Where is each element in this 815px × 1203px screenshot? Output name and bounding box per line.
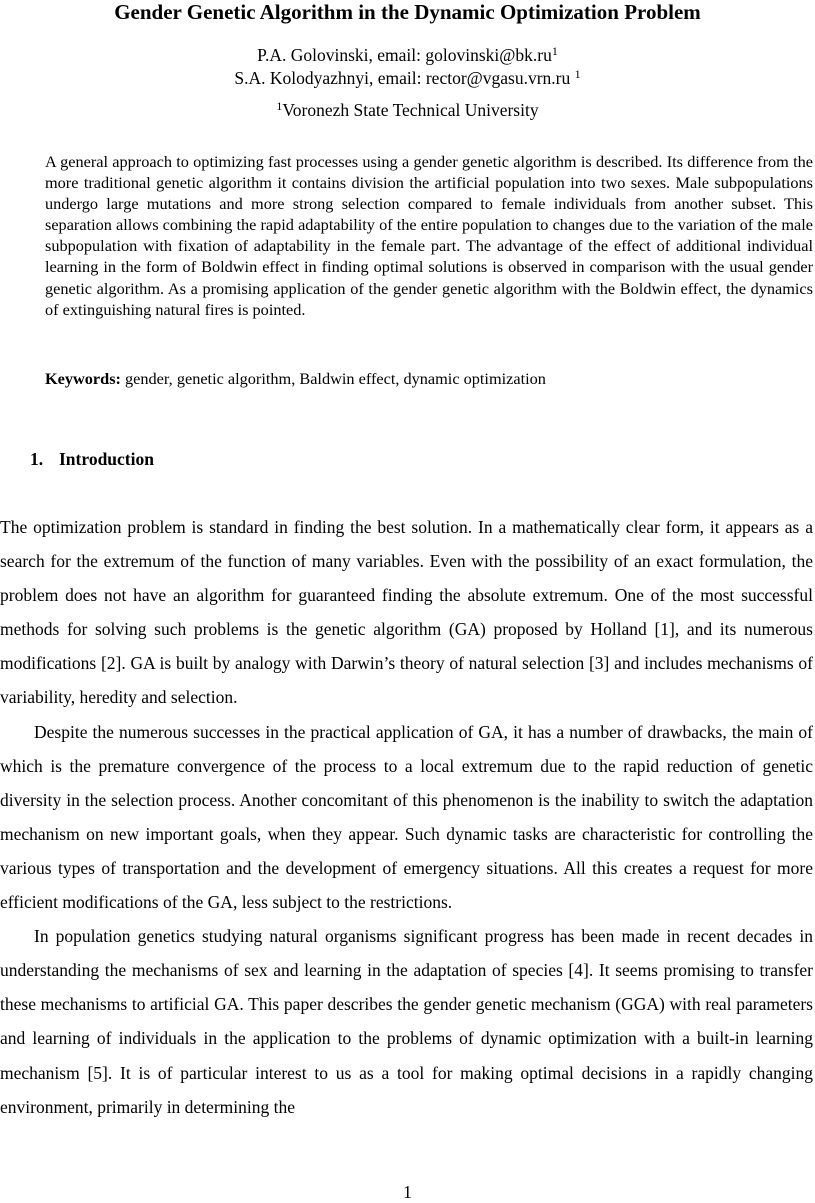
section-title: Introduction xyxy=(59,449,154,469)
author-2-affiliation-mark: 1 xyxy=(574,67,581,81)
paragraph-1: The optimization problem is standard in finding the best solution. In a mathematically clear form, it appears as a search for the extremum of the function of many variables. Even with the possibility of an exact formulation, the problem does not have an algorithm for guaranteed finding the absolute extremum. One of the most successful methods for solving such problems is the genetic algorithm (GA) proposed by Holland [1], and its numerous modifications [2]. GA is built by analogy with Darwin’s theory of natural selection [3] and includes mechanisms of variability, heredity and selection. xyxy=(0,517,813,708)
abstract: A general approach to optimizing fast processes using a gender genetic algorithm is described. Its difference from the more traditional genetic algorithm it contains division the artificial population into two sexes. Male subpopulations undergo large mutations and more strong selection compared to female individuals from another subset. This separation allows combining the rapid adaptability of the entire population to changes due to the variation of the male subpopulation with fixation of adaptability in the female part. The advantage of the effect of additional individual learning in the form of Boldwin effect in finding optimal solutions is observed in comparison with the usual gender genetic algorithm. As a promising application of the gender genetic algorithm with the Boldwin effect, the dynamics of extinguishing natural fires is pointed. xyxy=(45,152,813,319)
paragraph-2: Despite the numerous successes in the practical application of GA, it has a number of drawbacks, the main of which is the premature convergence of the process to a local extremum due to the rapid reduction of genetic diversity in the selection process. Another concomitant of this phenomenon is the inability to switch the adaptation mechanism on new important goals, when they appear. Such dynamic tasks are characteristic for controlling the various types of transportation and the development of emergency situations. All this creates a request for more efficient modifications of the GA, less subject to the restrictions. xyxy=(0,721,813,913)
author-2 xyxy=(0,67,815,91)
author-2-text: S.A. Kolodyazhnyi, email: rector@vgasu.vrn.ru xyxy=(234,68,575,88)
author-1 xyxy=(0,44,815,68)
keywords xyxy=(45,368,813,390)
section-heading-introduction xyxy=(30,447,154,471)
section-number: 1. xyxy=(30,449,44,469)
keywords-text: gender, genetic algorithm, Baldwin effect, dynamic optimization xyxy=(120,369,546,388)
affiliation xyxy=(0,99,815,123)
keywords-label: Keywords: xyxy=(45,369,121,388)
introduction-body xyxy=(0,510,813,1124)
author-1-text: P.A. Golovinski, email: golovinski@bk.ru xyxy=(257,45,552,65)
page-number: 1 xyxy=(403,1182,412,1202)
paragraph-3: In population genetics studying natural organisms significant progress has been made in recent decades in understanding the mechanisms of sex and learning in the adaptation of species [4]. It seems promising to transfer these mechanisms to artificial GA. This paper describes the gender genetic mechanism (GGA) with real parameters and learning of individuals in the application to the problems of dynamic optimization with a built-in learning mechanism [5]. It is of particular interest to us as a tool for making optimal decisions in a rapidly changing environment, primarily in determining the xyxy=(0,926,813,1117)
affiliation-text: Voronezh State Technical University xyxy=(282,100,539,120)
author-1-affiliation-mark: 1 xyxy=(551,44,558,58)
paper-title: Gender Genetic Algorithm in the Dynamic Optimization Problem xyxy=(114,0,701,24)
affiliation-mark: 1 xyxy=(276,99,283,113)
